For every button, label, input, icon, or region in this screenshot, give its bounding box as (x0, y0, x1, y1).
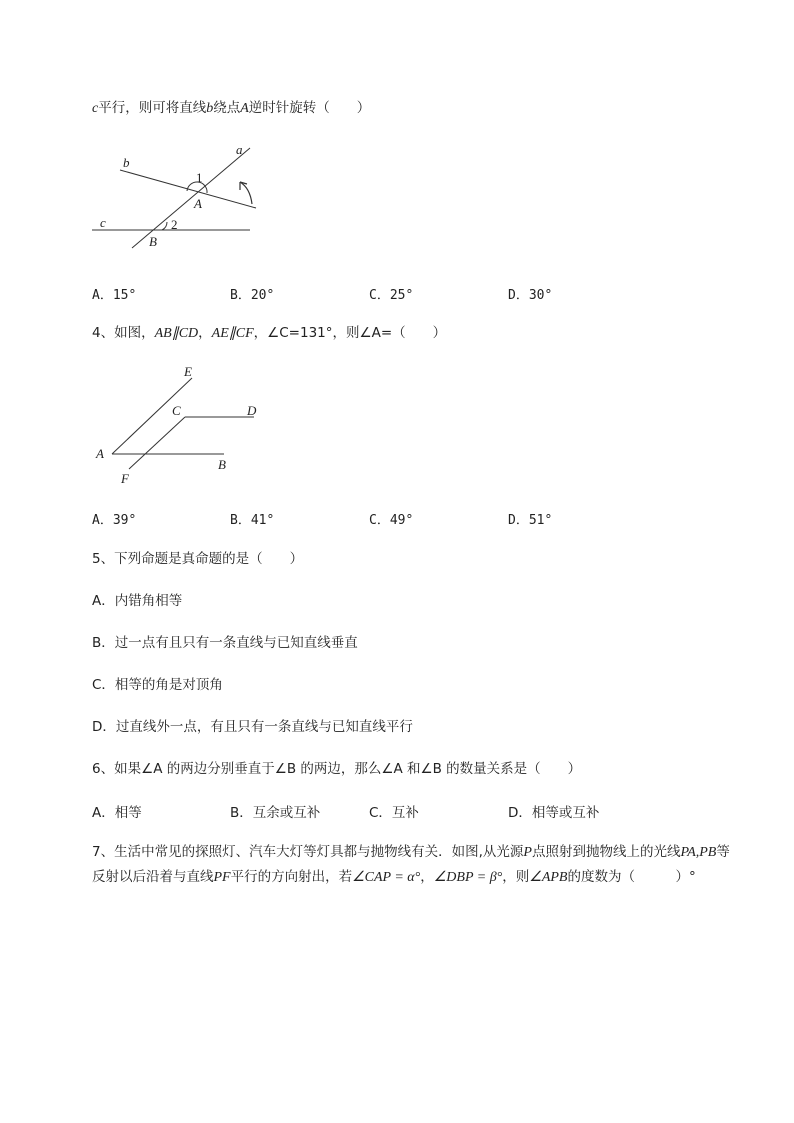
q4-figure (92, 364, 272, 488)
label-C: C (172, 403, 181, 418)
q3-stem-text1: 平行，则可将直线 (98, 100, 207, 116)
q4-stem-rel1: AB∥CD (154, 326, 199, 341)
q7-angle: ∠APB (529, 870, 568, 885)
line-CF (129, 417, 185, 469)
q3-stem-text3: 逆时针旋转（ ） (248, 100, 371, 116)
line-b (120, 170, 256, 208)
q4-option-d[interactable]: D．51° (508, 513, 553, 528)
q7-text6: ，则 (502, 869, 530, 885)
q4-stem-prefix: 4、如图， (92, 325, 155, 341)
label-A: A (96, 446, 104, 461)
label-B: B (218, 457, 226, 472)
q3-option-d[interactable]: D．30° (508, 288, 553, 303)
label-D: D (247, 403, 257, 418)
label-E: E (184, 364, 192, 379)
q6-option-d[interactable]: D．相等或互补 (508, 805, 600, 821)
q3-stem (92, 98, 370, 119)
q3-option-a[interactable]: A．15° (92, 288, 137, 303)
rotation-arrow (240, 182, 252, 204)
q4-stem (92, 323, 446, 344)
q7-text3: 等反射以后沿着与直线 (92, 844, 730, 885)
q5-option-c[interactable]: C．相等的角是对顶角 (92, 677, 223, 693)
q4-option-b[interactable]: B．41° (230, 513, 275, 528)
q3-figure (90, 140, 260, 252)
q7-var-papb: PA,PB (680, 845, 717, 860)
label-2: 2 (171, 217, 178, 232)
q5-option-d[interactable]: D．过直线外一点，有且只有一条直线与已知直线平行 (92, 719, 413, 735)
q3-option-c[interactable]: C．25° (369, 288, 414, 303)
q5-option-b[interactable]: B．过一点有且只有一条直线与已知直线垂直 (92, 635, 358, 651)
label-A: A (194, 196, 202, 211)
q6-option-c[interactable]: C．互补 (369, 805, 419, 821)
q4-stem-angle: ，∠C=131°，则∠A=（ ） (253, 325, 447, 341)
q7-stem (92, 840, 737, 890)
q6-option-a[interactable]: A．相等 (92, 805, 142, 821)
q7-text2: 点照射到抛物线上的光线 (531, 844, 681, 860)
q4-stem-sep: ， (198, 325, 212, 341)
q3-stem-var-a: A (240, 101, 249, 116)
label-b: b (123, 155, 130, 170)
label-1: 1 (196, 170, 203, 185)
q3-stem-var-c: c (92, 101, 99, 116)
q7-cond1: ∠CAP = α° (352, 870, 421, 885)
q5-stem: 5、下列命题是真命题的是（ ） (92, 551, 304, 567)
label-F: F (121, 471, 129, 486)
q7-text5: ， (420, 869, 434, 885)
q7-var-p: P (523, 845, 532, 860)
q7-cond2: ∠DBP = β° (433, 870, 503, 885)
label-c: c (100, 215, 106, 230)
angle-2-arc (162, 222, 167, 230)
label-a: a (236, 142, 243, 157)
q4-stem-rel2: AE∥CF (211, 326, 254, 341)
q7-text4: 平行的方向射出，若 (230, 869, 353, 885)
line-a (132, 148, 250, 248)
q3-stem-var-b: b (206, 101, 214, 116)
q4-option-a[interactable]: A．39° (92, 513, 137, 528)
q6-option-b[interactable]: B．互余或互补 (230, 805, 321, 821)
q7-text1: 7、生活中常见的探照灯、汽车大灯等灯具都与抛物线有关．如图,从光源 (92, 844, 524, 860)
q7-text7: 的度数为（ ）° (567, 869, 696, 885)
q7-var-pf: PF (213, 870, 231, 885)
label-B: B (149, 234, 157, 249)
q3-stem-text2: 绕点 (213, 100, 241, 116)
q6-stem: 6、如果∠A 的两边分别垂直于∠B 的两边，那么∠A 和∠B 的数量关系是（ ） (92, 761, 582, 777)
q5-option-a[interactable]: A．内错角相等 (92, 593, 183, 609)
q3-option-b[interactable]: B．20° (230, 288, 275, 303)
q4-option-c[interactable]: C．49° (369, 513, 414, 528)
